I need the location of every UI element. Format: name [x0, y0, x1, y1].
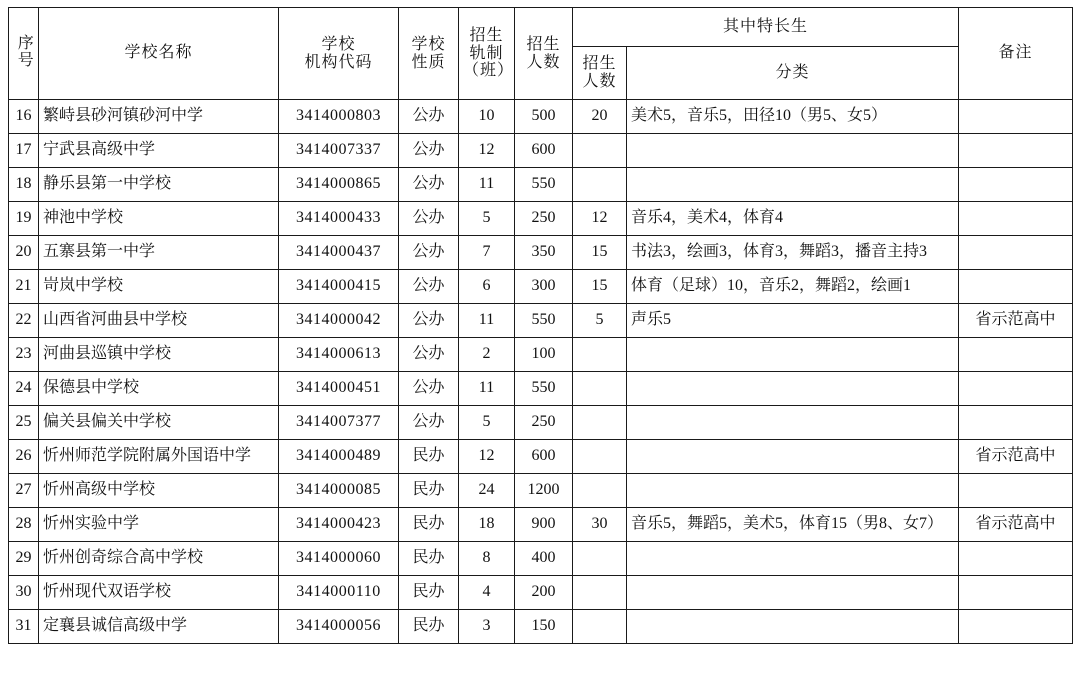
cell-special-category — [627, 610, 959, 644]
cell-seq: 24 — [9, 372, 39, 406]
cell-enrollment: 600 — [515, 134, 573, 168]
table-header-row-1 — [9, 8, 1073, 47]
cell-school-code: 3414000865 — [279, 168, 399, 202]
cell-school-nature: 公办 — [399, 338, 459, 372]
cell-school-name: 河曲县巡镇中学校 — [39, 338, 279, 372]
cell-enrollment: 250 — [515, 202, 573, 236]
cell-special-enrollment: 12 — [573, 202, 627, 236]
cell-special-category — [627, 406, 959, 440]
cell-tracks: 24 — [459, 474, 515, 508]
cell-school-name: 岢岚中学校 — [39, 270, 279, 304]
cell-seq: 26 — [9, 440, 39, 474]
cell-special-category — [627, 168, 959, 202]
cell-school-name: 忻州现代双语学校 — [39, 576, 279, 610]
cell-remark: 省示范高中 — [959, 304, 1073, 338]
cell-school-nature: 公办 — [399, 236, 459, 270]
cell-school-code: 3414007337 — [279, 134, 399, 168]
cell-special-enrollment: 15 — [573, 270, 627, 304]
cell-school-nature: 民办 — [399, 474, 459, 508]
cell-seq: 18 — [9, 168, 39, 202]
header-seq-label: 序号 — [15, 33, 33, 68]
header-seq — [9, 8, 39, 100]
cell-remark — [959, 134, 1073, 168]
cell-special-enrollment — [573, 168, 627, 202]
cell-special-category — [627, 134, 959, 168]
cell-tracks: 11 — [459, 168, 515, 202]
cell-enrollment: 550 — [515, 304, 573, 338]
cell-tracks: 5 — [459, 202, 515, 236]
cell-school-name: 保德县中学校 — [39, 372, 279, 406]
cell-special-enrollment — [573, 610, 627, 644]
cell-enrollment: 350 — [515, 236, 573, 270]
cell-tracks: 4 — [459, 576, 515, 610]
cell-school-code: 3414000437 — [279, 236, 399, 270]
cell-school-code: 3414000803 — [279, 100, 399, 134]
cell-special-enrollment — [573, 406, 627, 440]
cell-seq: 16 — [9, 100, 39, 134]
cell-school-code: 3414000423 — [279, 508, 399, 542]
document-page — [0, 7, 1080, 675]
cell-school-nature: 民办 — [399, 508, 459, 542]
header-enrollment — [515, 8, 573, 100]
cell-tracks: 11 — [459, 304, 515, 338]
cell-enrollment: 150 — [515, 610, 573, 644]
header-school-nature-line2: 性质 — [411, 53, 446, 71]
cell-school-name: 五寨县第一中学 — [39, 236, 279, 270]
header-remark: 备注 — [959, 8, 1073, 100]
cell-school-name: 山西省河曲县中学校 — [39, 304, 279, 338]
cell-special-enrollment — [573, 338, 627, 372]
cell-special-enrollment: 30 — [573, 508, 627, 542]
table-row — [9, 338, 1073, 372]
cell-school-nature: 公办 — [399, 304, 459, 338]
header-school-nature — [399, 8, 459, 100]
cell-school-name: 繁峙县砂河镇砂河中学 — [39, 100, 279, 134]
cell-school-nature: 公办 — [399, 406, 459, 440]
table-row — [9, 406, 1073, 440]
cell-enrollment: 100 — [515, 338, 573, 372]
cell-special-category — [627, 338, 959, 372]
cell-school-code: 3414000042 — [279, 304, 399, 338]
cell-special-category: 音乐4，美术4，体育4 — [627, 202, 959, 236]
table-row — [9, 542, 1073, 576]
cell-school-code: 3414000056 — [279, 610, 399, 644]
cell-school-nature: 民办 — [399, 576, 459, 610]
table-row — [9, 202, 1073, 236]
cell-school-code: 3414000085 — [279, 474, 399, 508]
cell-school-name: 忻州师范学院附属外国语中学 — [39, 440, 279, 474]
cell-school-nature: 公办 — [399, 100, 459, 134]
header-school-code-line2: 机构代码 — [304, 53, 373, 71]
cell-school-code: 3414000415 — [279, 270, 399, 304]
table-row — [9, 440, 1073, 474]
cell-school-name: 静乐县第一中学校 — [39, 168, 279, 202]
cell-school-nature: 公办 — [399, 372, 459, 406]
cell-tracks: 12 — [459, 134, 515, 168]
cell-remark — [959, 236, 1073, 270]
cell-special-category — [627, 542, 959, 576]
cell-enrollment: 900 — [515, 508, 573, 542]
cell-tracks: 11 — [459, 372, 515, 406]
cell-school-nature: 公办 — [399, 270, 459, 304]
header-school-code-line1: 学校 — [321, 35, 356, 53]
school-enrollment-table — [8, 7, 1073, 644]
cell-special-enrollment — [573, 372, 627, 406]
cell-school-name: 神池中学校 — [39, 202, 279, 236]
header-enrollment-line2: 人数 — [526, 53, 561, 71]
header-special-category: 分类 — [627, 47, 959, 100]
cell-enrollment: 550 — [515, 168, 573, 202]
cell-seq: 25 — [9, 406, 39, 440]
header-special-enrollment — [573, 47, 627, 100]
cell-tracks: 8 — [459, 542, 515, 576]
table-row — [9, 168, 1073, 202]
cell-remark — [959, 168, 1073, 202]
cell-enrollment: 500 — [515, 100, 573, 134]
header-special-enrollment-line1: 招生 — [582, 55, 617, 73]
table-row — [9, 474, 1073, 508]
cell-tracks: 6 — [459, 270, 515, 304]
cell-school-code: 3414000451 — [279, 372, 399, 406]
cell-remark — [959, 372, 1073, 406]
cell-school-code: 3414000613 — [279, 338, 399, 372]
header-tracks-line1: 招生 — [469, 27, 504, 45]
cell-tracks: 7 — [459, 236, 515, 270]
table-row — [9, 270, 1073, 304]
cell-seq: 23 — [9, 338, 39, 372]
table-row — [9, 610, 1073, 644]
cell-enrollment: 300 — [515, 270, 573, 304]
cell-school-code: 3414007377 — [279, 406, 399, 440]
cell-special-enrollment — [573, 440, 627, 474]
cell-remark: 省示范高中 — [959, 508, 1073, 542]
header-tracks — [459, 8, 515, 100]
header-school-code — [279, 8, 399, 100]
cell-remark: 省示范高中 — [959, 440, 1073, 474]
cell-seq: 30 — [9, 576, 39, 610]
cell-special-category: 书法3，绘画3，体育3，舞蹈3，播音主持3 — [627, 236, 959, 270]
cell-remark — [959, 202, 1073, 236]
cell-tracks: 5 — [459, 406, 515, 440]
cell-school-name: 忻州实验中学 — [39, 508, 279, 542]
table-row — [9, 508, 1073, 542]
cell-seq: 27 — [9, 474, 39, 508]
cell-remark — [959, 474, 1073, 508]
cell-seq: 19 — [9, 202, 39, 236]
header-special-students-group: 其中特长生 — [573, 8, 959, 47]
cell-special-category — [627, 372, 959, 406]
cell-school-code: 3414000060 — [279, 542, 399, 576]
cell-seq: 21 — [9, 270, 39, 304]
cell-special-enrollment: 5 — [573, 304, 627, 338]
cell-seq: 28 — [9, 508, 39, 542]
cell-special-category — [627, 440, 959, 474]
header-tracks-line3: （班） — [463, 62, 515, 80]
cell-special-category — [627, 474, 959, 508]
cell-remark — [959, 270, 1073, 304]
cell-school-nature: 民办 — [399, 542, 459, 576]
table-row — [9, 304, 1073, 338]
cell-school-name: 定襄县诚信高级中学 — [39, 610, 279, 644]
cell-school-name: 偏关县偏关中学校 — [39, 406, 279, 440]
table-row — [9, 236, 1073, 270]
cell-enrollment: 250 — [515, 406, 573, 440]
cell-tracks: 2 — [459, 338, 515, 372]
header-tracks-line2: 轨制 — [469, 44, 504, 62]
cell-special-category: 声乐5 — [627, 304, 959, 338]
cell-special-enrollment — [573, 576, 627, 610]
cell-special-enrollment — [573, 542, 627, 576]
cell-school-nature: 公办 — [399, 134, 459, 168]
table-row — [9, 100, 1073, 134]
cell-special-category — [627, 576, 959, 610]
cell-tracks: 12 — [459, 440, 515, 474]
cell-special-enrollment — [573, 474, 627, 508]
table-body — [9, 8, 1073, 644]
cell-special-category: 体育（足球）10，音乐2，舞蹈2，绘画1 — [627, 270, 959, 304]
cell-seq: 29 — [9, 542, 39, 576]
cell-seq: 22 — [9, 304, 39, 338]
table-row — [9, 372, 1073, 406]
cell-special-enrollment — [573, 134, 627, 168]
cell-special-category: 美术5，音乐5，田径10（男5、女5） — [627, 100, 959, 134]
header-school-nature-line1: 学校 — [411, 35, 446, 53]
cell-seq: 31 — [9, 610, 39, 644]
cell-remark — [959, 542, 1073, 576]
header-special-enrollment-line2: 人数 — [582, 73, 617, 90]
cell-tracks: 18 — [459, 508, 515, 542]
cell-school-nature: 民办 — [399, 440, 459, 474]
header-school-name: 学校名称 — [39, 8, 279, 100]
cell-special-enrollment: 20 — [573, 100, 627, 134]
cell-enrollment: 600 — [515, 440, 573, 474]
header-enrollment-line1: 招生 — [526, 35, 561, 53]
cell-school-nature: 公办 — [399, 202, 459, 236]
cell-tracks: 10 — [459, 100, 515, 134]
cell-remark — [959, 100, 1073, 134]
cell-school-code: 3414000489 — [279, 440, 399, 474]
cell-school-name: 忻州高级中学校 — [39, 474, 279, 508]
cell-school-name: 忻州创奇综合高中学校 — [39, 542, 279, 576]
cell-school-code: 3414000433 — [279, 202, 399, 236]
cell-enrollment: 1200 — [515, 474, 573, 508]
cell-seq: 20 — [9, 236, 39, 270]
cell-seq: 17 — [9, 134, 39, 168]
cell-enrollment: 200 — [515, 576, 573, 610]
cell-remark — [959, 576, 1073, 610]
cell-school-nature: 民办 — [399, 610, 459, 644]
cell-remark — [959, 338, 1073, 372]
cell-remark — [959, 406, 1073, 440]
cell-special-enrollment: 15 — [573, 236, 627, 270]
table-row — [9, 134, 1073, 168]
cell-school-nature: 公办 — [399, 168, 459, 202]
cell-enrollment: 550 — [515, 372, 573, 406]
cell-tracks: 3 — [459, 610, 515, 644]
cell-remark — [959, 610, 1073, 644]
cell-school-name: 宁武县高级中学 — [39, 134, 279, 168]
cell-enrollment: 400 — [515, 542, 573, 576]
cell-special-category: 音乐5，舞蹈5，美术5，体育15（男8、女7） — [627, 508, 959, 542]
table-row — [9, 576, 1073, 610]
cell-school-code: 3414000110 — [279, 576, 399, 610]
